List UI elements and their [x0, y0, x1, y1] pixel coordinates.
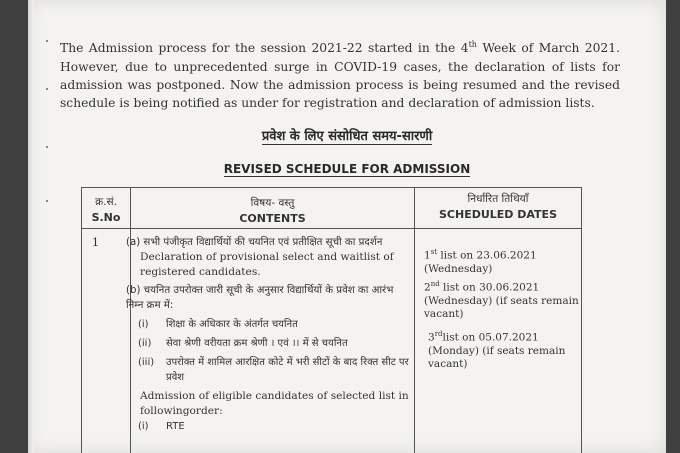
scan-speck	[46, 200, 48, 202]
date-entry	[424, 278, 604, 321]
sub-item-text: शिक्षा के अधिकार के अंतर्गत चयनित	[166, 319, 298, 330]
date-ordinal: 2	[424, 281, 431, 294]
header-contents-english: CONTENTS	[239, 212, 306, 225]
header-contents-hindi: विषय- वस्तु	[250, 197, 295, 209]
table-header-bottom-border	[81, 228, 581, 229]
date-text: list on 30.06.2021	[439, 281, 540, 294]
date-day: (Monday) (if seats remain vacant)	[428, 344, 566, 370]
item-b-english: Admission of eligible candidates of selected list in followingorder:	[140, 390, 409, 417]
intro-text-start: The Admission process for the session 2021-22 started in the 4	[60, 41, 469, 56]
intro-sup: th	[468, 40, 477, 49]
date-ordinal: 1	[424, 249, 431, 262]
header-serial-hindi: क्र.सं.	[95, 196, 117, 208]
sub-item-number: (ii)	[138, 338, 152, 349]
date-ordinal-suffix: rd	[434, 330, 443, 339]
date-text: list on 23.06.2021	[437, 249, 537, 262]
header-dates-english: SCHEDULED DATES	[439, 208, 557, 221]
intro-paragraph	[60, 36, 620, 113]
page-edge-shadow	[28, 0, 34, 453]
hindi-heading	[28, 126, 666, 144]
date-ordinal: 3	[428, 331, 435, 344]
scheduled-dates	[424, 246, 604, 378]
sub-item	[126, 355, 411, 385]
row-serial: 1	[92, 236, 99, 249]
hindi-heading-text: प्रवेश के लिए संसोधित समय-सारणी	[261, 129, 433, 144]
row-contents	[126, 235, 411, 434]
sub-item-number: (iii)	[138, 357, 155, 368]
date-ordinal-suffix: nd	[430, 279, 440, 288]
item-a-hindi: (a) सभी पंजीकृत विद्यार्थियों की चयनित एवं प्रतीक्षित सूची का प्रदर्शन	[126, 237, 383, 248]
date-day: (Wednesday) (if seats remain vacant)	[424, 294, 579, 320]
scan-speck	[46, 88, 48, 90]
date-entry	[424, 246, 604, 276]
date-day: (Wednesday)	[424, 262, 493, 275]
header-contents	[131, 196, 414, 225]
header-serial	[82, 195, 130, 224]
scan-speck	[46, 146, 48, 148]
sub-item-number: (i)	[138, 421, 149, 432]
english-heading	[28, 162, 666, 176]
header-dates	[415, 192, 581, 221]
intro-text-end: Week of March 2021. However, due to unprecedented surge in COVID-19 cases, the declaration of lists for admission was postponed. Now the admission process is being resumed and the revised schedule is being notified as under for registration and declaration of admission lists.	[60, 41, 620, 111]
table-left-border	[81, 187, 82, 453]
sub-item	[126, 317, 411, 332]
item-b-hindi: (b) चयनित उपरोक्त जारी सूची के अनुसार विद्यार्थियों के प्रवेश का आरंभ निम्न क्रम में:	[126, 285, 394, 311]
item-a-english: Declaration of provisional select and waitlist of registered candidates.	[140, 251, 394, 278]
table-col2-divider	[414, 187, 415, 453]
header-serial-english: S.No	[91, 211, 121, 224]
sub-item-number: (i)	[138, 319, 149, 330]
date-ordinal-suffix: st	[430, 248, 438, 256]
sub-item-text: सेवा श्रेणी वरीयता क्रम श्रेणी । एवं ।। में से चयनित	[166, 338, 348, 349]
header-dates-hindi: निर्धारित तिथियाँ	[467, 193, 529, 205]
sub-item-english	[126, 419, 411, 434]
date-text: list on 05.07.2021	[442, 331, 539, 344]
english-heading-text: REVISED SCHEDULE FOR ADMISSION	[223, 162, 471, 176]
sub-item	[126, 336, 411, 351]
scan-speck	[46, 40, 48, 42]
table-top-border	[81, 187, 581, 188]
sub-item-text: उपरोक्त में शामिल आरक्षित कोटे में भरी सीटों के बाद रिक्त सीट पर प्रवेश	[166, 357, 409, 383]
date-entry	[424, 328, 604, 371]
sub-item-text: RTE	[166, 421, 185, 432]
